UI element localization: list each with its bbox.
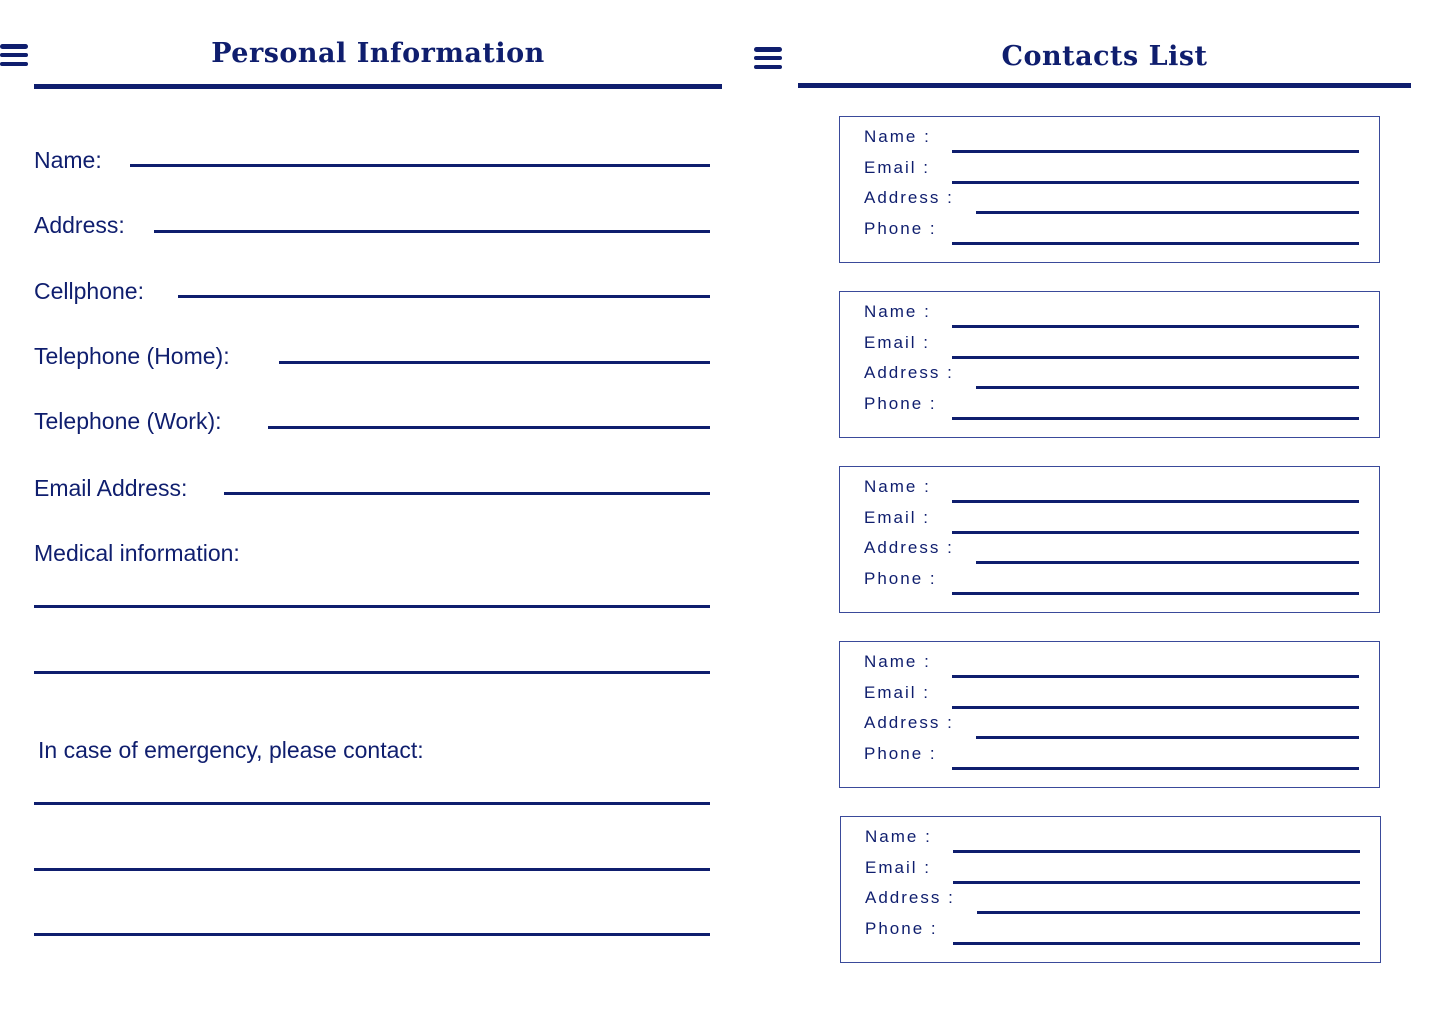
contact-email-label: Email : [864, 683, 930, 702]
contact-address-label: Address : [864, 713, 954, 732]
medical-info-line-1[interactable] [34, 605, 710, 608]
address-field[interactable] [154, 230, 710, 233]
address-label: Address: [34, 212, 125, 238]
contact-phone-label: Phone : [864, 744, 937, 763]
page-title-contacts: Contacts List [1001, 41, 1208, 72]
contact-address-field[interactable] [976, 736, 1359, 739]
contact-name-label: Name : [864, 302, 931, 321]
contact-phone-field[interactable] [952, 767, 1359, 770]
name-label: Name: [34, 147, 102, 173]
contact-address-label: Address : [864, 538, 954, 557]
contact-email-label: Email : [865, 858, 931, 877]
emergency-contact-line-3[interactable] [34, 933, 710, 936]
medical-info-label: Medical information: [34, 540, 240, 566]
contact-card [840, 816, 1381, 963]
contact-address-field[interactable] [977, 911, 1360, 914]
contact-name-label: Name : [865, 827, 932, 846]
contact-card [839, 291, 1380, 438]
contact-name-label: Name : [864, 127, 931, 146]
contact-name-field[interactable] [952, 150, 1359, 153]
contact-name-label: Name : [864, 477, 931, 496]
contact-name-label: Name : [864, 652, 931, 671]
contact-phone-field[interactable] [953, 942, 1360, 945]
name-field[interactable] [130, 164, 710, 167]
contact-phone-label: Phone : [864, 569, 937, 588]
title-divider [34, 84, 722, 89]
contact-name-field[interactable] [952, 500, 1359, 503]
menu-icon[interactable] [754, 47, 782, 69]
contact-address-field[interactable] [976, 211, 1359, 214]
page-title-personal: Personal Information [211, 38, 545, 69]
telephone-home-label: Telephone (Home): [34, 343, 230, 369]
telephone-work-field[interactable] [268, 426, 710, 429]
contact-card [839, 466, 1380, 613]
telephone-work-label: Telephone (Work): [34, 408, 222, 434]
medical-info-line-2[interactable] [34, 671, 710, 674]
contact-name-field[interactable] [952, 325, 1359, 328]
contact-email-label: Email : [864, 158, 930, 177]
contact-name-field[interactable] [952, 675, 1359, 678]
cellphone-label: Cellphone: [34, 278, 144, 304]
emergency-contact-line-2[interactable] [34, 868, 710, 871]
contact-address-field[interactable] [976, 561, 1359, 564]
contact-phone-field[interactable] [952, 242, 1359, 245]
contact-phone-label: Phone : [864, 219, 937, 238]
contact-address-label: Address : [864, 363, 954, 382]
email-address-label: Email Address: [34, 475, 188, 501]
contact-card [839, 641, 1380, 788]
title-divider [798, 83, 1411, 88]
contact-phone-field[interactable] [952, 417, 1359, 420]
emergency-contact-label: In case of emergency, please contact: [38, 737, 424, 763]
contact-name-field[interactable] [953, 850, 1360, 853]
contact-email-label: Email : [864, 333, 930, 352]
contact-email-label: Email : [864, 508, 930, 527]
contact-address-field[interactable] [976, 386, 1359, 389]
cellphone-field[interactable] [178, 295, 710, 298]
contact-phone-label: Phone : [864, 394, 937, 413]
contact-card [839, 116, 1380, 263]
emergency-contact-line-1[interactable] [34, 802, 710, 805]
contact-address-label: Address : [865, 888, 955, 907]
email-address-field[interactable] [224, 492, 710, 495]
contact-phone-field[interactable] [952, 592, 1359, 595]
telephone-home-field[interactable] [279, 361, 710, 364]
contact-address-label: Address : [864, 188, 954, 207]
menu-icon[interactable] [0, 44, 28, 66]
contact-phone-label: Phone : [865, 919, 938, 938]
